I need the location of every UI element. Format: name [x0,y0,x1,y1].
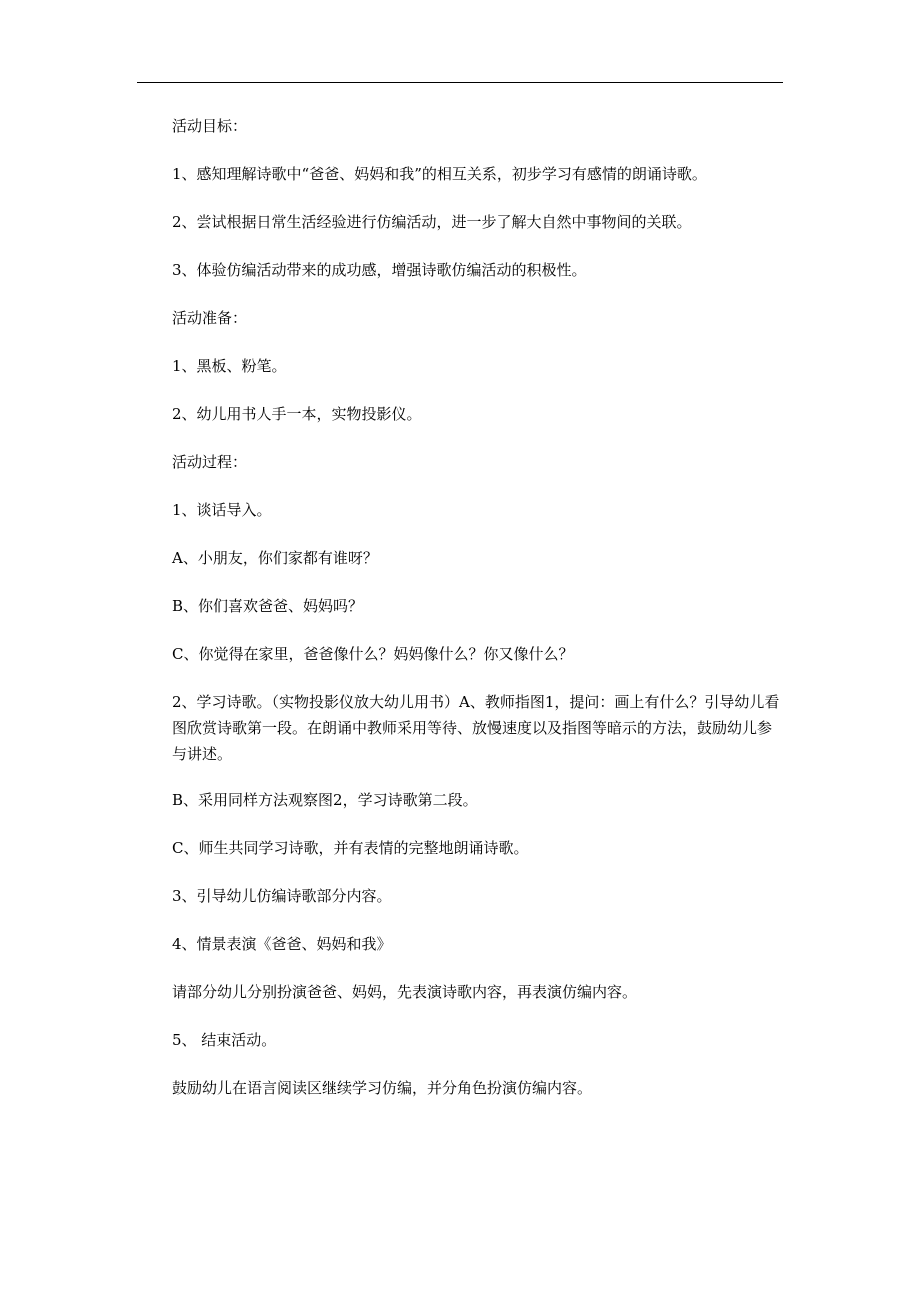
process-step-1c: C、你觉得在家里，爸爸像什么？妈妈像什么？你又像什么？ [172,645,574,663]
preparation-item-2: 2、幼儿用书人手一本，实物投影仪。 [172,405,422,423]
process-step-1a: A、小朋友，你们家都有谁呀？ [172,549,378,567]
section-heading-preparation: 活动准备： [172,309,248,327]
process-step-5: 5、 结束活动。 [172,1031,277,1049]
preparation-item-1: 1、黑板、粉笔。 [172,357,287,375]
process-step-2-paragraph: 2、学习诗歌。（实物投影仪放大幼儿用书）A、教师指图1，提问：画上有什么？引导幼儿看图欣赏诗歌第一段。在朗诵中教师采用等待、放慢速度以及指图等暗示的方法，鼓励幼儿参与讲述。 [172,693,780,763]
process-step-2c: C、师生共同学习诗歌，并有表情的完整地朗诵诗歌。 [172,839,529,857]
goal-item-2: 2、尝试根据日常生活经验进行仿编活动，进一步了解大自然中事物间的关联。 [172,213,692,231]
process-step-5-detail: 鼓励幼儿在语言阅读区继续学习仿编，并分角色扮演仿编内容。 [172,1079,593,1097]
process-step-4-detail: 请部分幼儿分别扮演爸爸、妈妈，先表演诗歌内容，再表演仿编内容。 [172,983,638,1001]
goal-item-1: 1、感知理解诗歌中“爸爸、妈妈和我”的相互关系，初步学习有感情的朗诵诗歌。 [172,165,707,183]
process-step-2b: B、采用同样方法观察图2，学习诗歌第二段。 [172,791,478,809]
process-step-4: 4、情景表演《爸爸、妈妈和我》 [172,935,392,953]
process-step-1b: B、你们喜欢爸爸、妈妈吗？ [172,597,364,615]
header-rule [137,82,783,83]
section-heading-process: 活动过程： [172,453,248,471]
process-step-1: 1、谈话导入。 [172,501,272,519]
process-step-3: 3、引导幼儿仿编诗歌部分内容。 [172,887,392,905]
section-heading-goals: 活动目标： [172,117,248,135]
goal-item-3: 3、体验仿编活动带来的成功感，增强诗歌仿编活动的积极性。 [172,261,587,279]
